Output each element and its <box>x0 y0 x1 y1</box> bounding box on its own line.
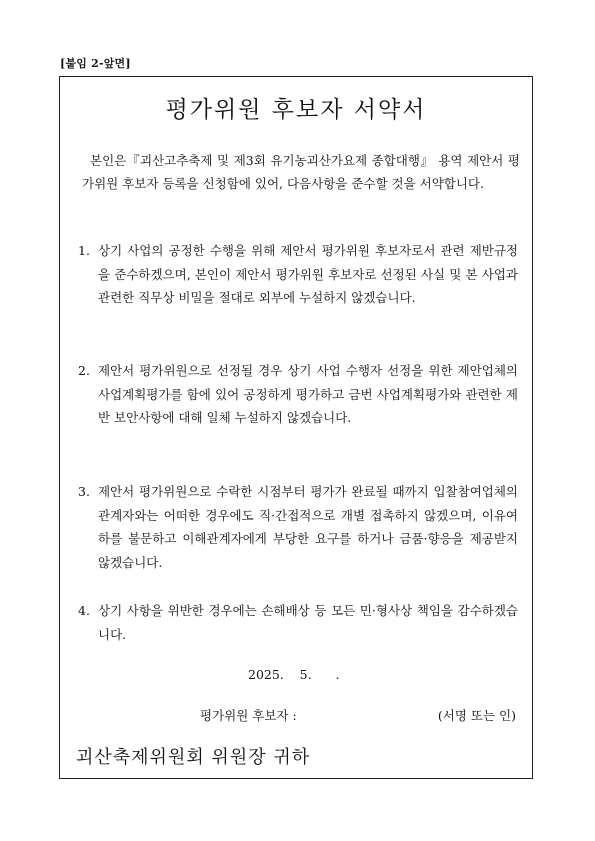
item-number: 2. <box>78 363 90 378</box>
intro-paragraph: 본인은『괴산고추축제 및 제3회 유기농괴산가요제 종합대행』 용역 제안서 평가위원 후보자 등록을 신청함에 있어, 다음사항을 준수할 것을 서약합니다. <box>82 153 520 191</box>
pledge-item-1 <box>78 239 518 310</box>
signature-label: (서명 또는 인) <box>437 708 516 723</box>
recipient-line: 괴산축제위원회 위원장 귀하 <box>76 747 311 768</box>
item-number: 4. <box>78 603 90 618</box>
candidate-label: 평가위원 후보자 : <box>200 708 297 723</box>
item-text: 상기 사항을 위반한 경우에는 손해배상 등 모든 민·형사상 책임을 감수하겠습니다. <box>98 603 518 642</box>
item-number: 3. <box>78 484 90 499</box>
pledge-item-2 <box>78 359 518 430</box>
attachment-label: [붙임 2-앞면] <box>60 57 131 70</box>
item-text: 제안서 평가위원으로 선정될 경우 상기 사업 수행자 선정을 위한 제안업체의 사업계획평가를 함에 있어 공정하게 평가하고 금번 사업계획평가와 관련한 제반 보안사항에 대해 일체 누설하지 않겠습니다. <box>98 363 518 425</box>
item-number: 1. <box>78 243 90 258</box>
item-text: 제안서 평가위원으로 수락한 시점부터 평가가 완료될 때까지 입찰참여업체의 관계자와는 어떠한 경우에도 직·간접적으로 개별 접촉하지 않겠으며, 이유여하를 불문하고 이해관계자에게 부당한 요구를 하거나 금품·향응을 제공받지 않겠습니다. <box>98 484 518 570</box>
pledge-item-3 <box>78 480 518 574</box>
item-text: 상기 사업의 공정한 수행을 위해 제안서 평가위원 후보자로서 관련 제반규정을 준수하겠으며, 본인이 제안서 평가위원 후보자로 선정된 사실 및 본 사업과 관련한 직무상 비밀을 절대로 외부에 누설하지 않겠습니다. <box>98 243 518 305</box>
date-line: 2025. 5. . <box>248 667 340 682</box>
pledge-item-4 <box>78 599 518 646</box>
pledge-document <box>59 76 533 779</box>
document-title: 평가위원 후보자 서약서 <box>165 97 427 123</box>
